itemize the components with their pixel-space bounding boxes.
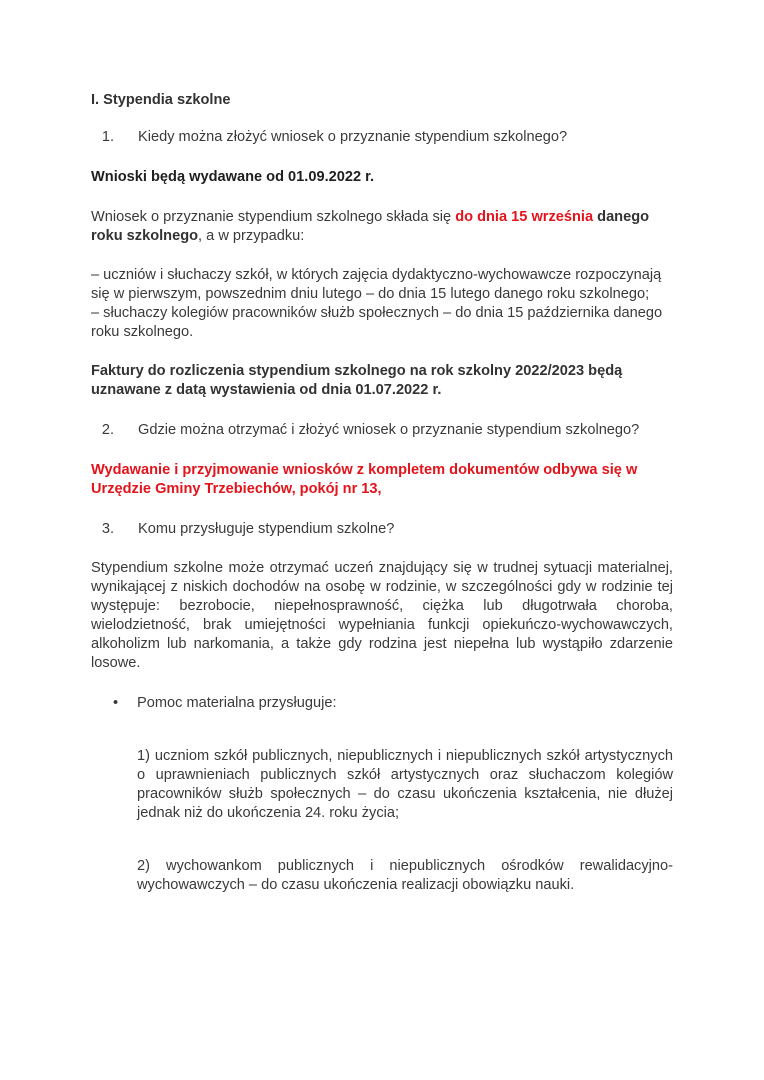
question-3 [91,520,673,539]
answer3-paragraph: Stypendium szkolne może otrzymać uczeń znajdujący się w trudnej sytuacji materialnej, wynikającej z niskich dochodów na osobę w rodzinie, w szczególności gdy w rodzinie tej występuje: bezrobocie, niepełnosprawność, ciężka lub długotrwała choroba, wielodzietność, brak umiejętności wypełniania funkcji opiekuńczo-wychowawczych, alkoholizm lub narkomania, a także gdy rodzina jest niepełna lub wystąpiło zdarzenie losowe. [91,560,673,671]
question-text: Komu przysługuje stypendium szkolne? [138,521,395,537]
question-number: 1. [101,129,114,145]
question-number: 3. [101,521,114,537]
eligibility-item-2: 2) wychowankom publicznych i niepublicznych ośrodków rewalidacyjno-wychowawczych – do czasu ukończenia realizacji obowiązku nauki. [137,858,673,893]
bullet-text: Pomoc materialna przysługuje: [137,695,337,711]
eligibility-item-1: 1) uczniom szkół publicznych, niepublicznych i niepublicznych szkół artystycznych o uprawnieniach publicznych szkół artystycznych oraz słuchaczom kolegiów pracowników służb społecznych – do czasu ukończenia kształcenia, nie dłużej jednak niż do ukończenia 24. roku życia; [137,748,673,821]
answer1-text-start: Wniosek o przyznanie stypendium szkolnego składa się [91,209,456,225]
section-title: I. Stypendia szkolne [91,92,231,108]
deadline-highlight: do dnia 15 września [455,209,594,225]
question-text: Kiedy można złożyć wniosek o przyznanie stypendium szkolnego? [138,129,568,145]
exception-1: – uczniów i słuchaczy szkół, w których zajęcia dydaktyczno-wychowawcze rozpoczynają się w pierwszym, powszednim dniu lutego – do dnia 15 lutego danego roku szkolnego; [91,267,662,302]
deadline-bold: danego roku szkolnego [91,209,650,244]
answer2-location: Wydawanie i przyjmowanie wniosków z kompletem dokumentów odbywa się w Urzędzie Gminy Trzebiechów, pokój nr 13, [91,462,638,497]
answer1-paragraph [91,208,673,246]
question-2 [91,421,673,440]
bullet-item [91,694,673,713]
question-number: 2. [101,422,114,438]
question-text: Gdzie można otrzymać i złożyć wniosek o przyznanie stypendium szkolnego? [138,422,640,438]
answer1-headline: Wnioski będą wydawane od 01.09.2022 r. [91,169,375,185]
question-1 [91,128,673,147]
answer1-text-end: , a w przypadku: [198,228,305,244]
bullet-icon: • [113,695,119,711]
document-page [91,91,673,895]
invoices-note: Faktury do rozliczenia stypendium szkolnego na rok szkolny 2022/2023 będą uznawane z datą wystawienia od dnia 01.07.2022 r. [91,363,623,398]
exception-2: – słuchaczy kolegiów pracowników służb społecznych – do dnia 15 października danego roku szkolnego. [91,305,663,340]
